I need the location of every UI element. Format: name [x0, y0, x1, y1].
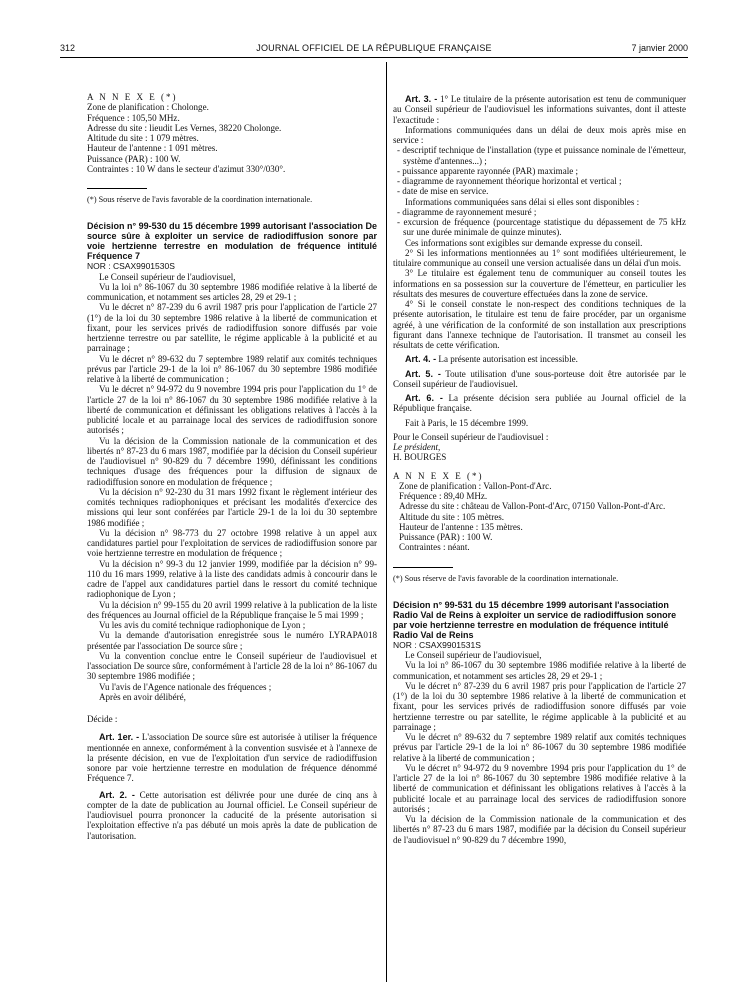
paragraph: Vu le décret n° 87-239 du 6 avril 1987 pris pour l'application de l'article 27 (1°) de la loi du 30 septembre 1986 relative à la liberté de communication et fixant, pour les services privés de radiodiffusion sonore diffusés par voie hertzienne terrestre ou par satellite, le régime applicable à la publicité et au parrainage ; — [87, 302, 377, 354]
left-column — [87, 92, 377, 841]
annexe-details — [393, 481, 686, 553]
article-text: La présente décision sera publiée au Journal officiel de la République française. — [393, 393, 687, 414]
paragraph: Vu la décision n° 99-155 du 20 avril 1999 relative à la publication de la liste des fréquences au Journal officiel de la République française le 5 mai 1999 ; — [87, 599, 377, 620]
footnote: (*) Sous réserve de l'avis favorable de la coordination internationale. — [393, 573, 619, 583]
article-text: Cette autorisation est délivrée pour une durée de cinq ans à compter de la date de publication au Journal officiel. Le Conseil supérieur de l'audiovisuel pourra prononcer la caducité de la présente autorisation si l'exploitation effective n'a pas débuté un mois après la date de publication de l'autorisation. — [87, 789, 378, 841]
list-item: - date de mise en service. — [397, 186, 489, 197]
annexe-line: Fréquence : 89,40 MHz. — [399, 491, 488, 501]
article-label: Art. 4. - — [405, 354, 437, 365]
annexe-line: Contraintes : néant. — [399, 542, 470, 553]
paragraph: Le Conseil supérieur de l'audiovisuel, — [405, 650, 542, 660]
header-rule — [60, 57, 688, 58]
decision-title: Décision n° 99-531 du 15 décembre 1999 autorisant l'association Radio Val de Reins à exploiter un service de radiodiffusion sonore par voie hertzienne terrestre en modulation de fréquence intitulé Radio Val de Reins — [393, 599, 677, 640]
paragraph: Vu la décision n° 99-3 du 12 janvier 1999, modifiée par la décision n° 99-110 du 16 mars 1999, relative à la liste des candidats admis à concourir dans le cadre de l'appel aux candidatures partiel dans le ressort du comité technique radiophonique de Lyon ; — [87, 558, 377, 600]
paragraph: Vu la loi n° 86-1067 du 30 septembre 1986 modifiée relative à la liberté de communication, et notamment ses articles 28, 29 et 29-1 ; — [87, 281, 377, 302]
paragraph: Vu la décision n° 92-230 du 31 mars 1992 fixant le règlement intérieur des comités techniques radiophoniques et précisant les modalités d'exercice des missions qui leur sont conférées par l'article 29-1 de la loi du 30 septembre 1986 modifiée ; — [87, 486, 377, 528]
right-column — [393, 94, 686, 845]
paragraph: 4° Si le conseil constate le non-respect des conditions techniques de la présente autorisation, le titulaire est tenu de faire procéder, par un organisme agréé, à une vérification de la conformité de son installation aux prescriptions figurant dans l'annexe technique de l'autorisation. Il transmet au conseil les résultats de cette vérification. — [393, 299, 686, 350]
footnote-rule — [393, 567, 453, 568]
article-5 — [393, 369, 686, 390]
paragraph: Vu le décret n° 89-632 du 7 septembre 1989 relatif aux comités techniques prévus par l'article 29-1 de la loi n° 86-1067 du 30 septembre 1986 modifiée relative à la liberté de communication ; — [393, 732, 686, 763]
signature-title: Le président, — [393, 442, 441, 452]
article-3 — [393, 94, 686, 125]
annexe-line: Contraintes : 10 W dans le secteur d'azimut 330°/030°. — [87, 163, 286, 174]
paragraph: Vu le décret n° 87-239 du 6 avril 1987 pris pour l'application de l'article 27 (1°) de la loi du 30 septembre 1986 relative à la liberté de communication et fixant, pour les services privés de radiodiffusion sonore diffusés par voie hertzienne terrestre ou par satellite, le régime applicable à la publicité et au parrainage ; — [393, 680, 686, 732]
article-text: La présente autorisation est incessible. — [436, 354, 578, 365]
annexe-title: A N N E X E (*) — [393, 470, 484, 481]
annexe-line: Fréquence : 105,50 MHz. — [87, 112, 180, 123]
page-header — [60, 43, 688, 57]
annexe-line: Puissance (PAR) : 100 W. — [87, 153, 181, 164]
paragraph: Vu la convention conclue entre le Conseil supérieur de l'audiovisuel et l'association De source sûre, conformément à l'article 28 de la loi n° 86-1067 du 30 septembre 1986 modifiée ; — [87, 650, 377, 682]
nor-reference: NOR : CSAX9901530S — [87, 261, 175, 272]
list-item: - diagramme de rayonnement théorique horizontal et vertical ; — [397, 176, 622, 186]
paragraph: Le Conseil supérieur de l'audiovisuel, — [99, 271, 236, 282]
paragraph: Vu le décret n° 94-972 du 9 novembre 1994 pris pour l'application du 1° de l'article 27 de la loi n° 86-1067 du 30 septembre 1986 modifiée relative à la liberté de communication et définissant les obligations relatives à l'accès à la publicité locale et au parrainage local des services de radiodiffusion sonore autorisés ; — [87, 384, 377, 436]
paragraph: Vu le décret n° 89-632 du 7 septembre 1989 relatif aux comités techniques prévus par l'article 29-1 de la loi n° 86-1067 du 30 septembre 1986 modifiée relative à la liberté de communication ; — [87, 353, 377, 384]
annexe-line: Puissance (PAR) : 100 W. — [399, 532, 493, 542]
article-4 — [393, 354, 686, 364]
info-list — [393, 207, 686, 238]
article-text: L'association De source sûre est autorisée à utiliser la fréquence mentionnée en annexe, conformément à la convention susvisée et à l'annexe de la présente décision, en vue de l'exploitation d'un service de radiodiffusion sonore par voie hertzienne terrestre en modulation de fréquence dénommé Fréquence 7. — [87, 732, 377, 784]
paragraph: 3° Le titulaire est également tenu de communiquer au conseil toutes les informations en sa possession sur la couverture de l'émetteur, en particulier les résultats des mesures de couverture effectuées dans la zone de service. — [393, 268, 686, 299]
signature-name: H. BOURGES — [393, 452, 447, 463]
decide-heading: Décide : — [87, 714, 118, 724]
annexe-title: A N N E X E (*) — [87, 92, 178, 102]
paragraph: Vu la demande d'autorisation enregistrée sous le numéro LYRAPA018 présentée par l'association De source sûre ; — [87, 630, 377, 651]
annexe-line: Zone de planification : Vallon-Pont-d'Arc. — [399, 480, 552, 491]
annexe-line: Adresse du site : lieudit Les Vernes, 38220 Cholonge. — [87, 122, 282, 133]
article-text: Toute utilisation d'une sous-porteuse doit être autorisée par le Conseil supérieur de l'audiovisuel. — [393, 368, 686, 389]
annexe-line: Altitude du site : 105 mètres. — [399, 511, 505, 522]
paragraph: Vu la loi n° 86-1067 du 30 septembre 1986 modifiée relative à la liberté de communication, et notamment ses articles 28, 29 et 29-1 ; — [393, 660, 686, 681]
issue-date: 7 janvier 2000 — [631, 43, 688, 53]
paragraph: Vu le décret n° 94-972 du 9 novembre 1994 pris pour l'application du 1° de l'article 27 de la loi n° 86-1067 du 30 septembre 1986 modifiée relative à la liberté de communication et définissant les obligations relatives à l'accès à la publicité locale et au parrainage local des services de radiodiffusion sonore autorisés ; — [393, 762, 686, 814]
article-2 — [87, 790, 377, 841]
paragraph: Vu la décision de la Commission nationale de la communication et des libertés n° 87-23 du 6 mars 1987, modifiée par la décision du Conseil supérieur de l'audiovisuel n° 90-829 du 7 décembre 1990, définissant les conditions techniques d'usage des fréquences pour la diffusion de signaux de radiodiffusion sonore en modulation de fréquence ; — [87, 435, 377, 487]
annexe-details — [87, 102, 377, 174]
footnote: (*) Sous réserve de l'avis favorable de la coordination internationale. — [87, 195, 313, 204]
paragraph: 2° Si les informations mentionnées au 1° sont modifiées ultérieurement, le titulaire communique au conseil une version actualisée dans un délai d'un mois. — [393, 247, 686, 268]
paragraph: Après en avoir délibéré, — [99, 691, 186, 702]
info-intro: Informations communiquées sans délai si elles sont disponibles : — [405, 196, 640, 207]
page-number: 312 — [60, 43, 76, 53]
list-item: - puissance apparente rayonnée (PAR) maximale ; — [397, 165, 579, 176]
info-intro: Informations communiquées dans un délai de deux mois après mise en service : — [393, 124, 686, 145]
annexe-line: Zone de planification : Cholonge. — [87, 102, 209, 113]
column-divider — [386, 62, 387, 982]
nor-reference: NOR : CSAX9901531S — [393, 639, 481, 650]
article-label: Art. 1er. - — [99, 732, 140, 743]
article-label: Art. 6. - — [405, 393, 443, 403]
list-item: - excursion de fréquence (pourcentage statistique du dépassement de 75 kHz sur une durée minimale de quinze minutes). — [397, 217, 686, 238]
annexe-line: Adresse du site : château de Vallon-Pont-d'Arc, 07150 Vallon-Pont-d'Arc. — [399, 501, 666, 512]
article-label: Art. 2. - — [99, 789, 135, 800]
paragraph: Vu l'avis de l'Agence nationale des fréquences ; — [99, 681, 272, 692]
paragraph: Vu les avis du comité technique radiophonique de Lyon ; — [99, 620, 306, 630]
article-1 — [87, 732, 377, 783]
signature-for: Pour le Conseil supérieur de l'audiovisuel : — [393, 431, 549, 442]
list-item: - descriptif technique de l'installation (type et puissance nominale de l'émetteur, système d'antennes...) ; — [397, 145, 686, 166]
paragraph: Vu la décision n° 98-773 du 27 octobre 1998 relative à un appel aux candidatures partiel pour l'exploitation de services de radiodiffusion sonore par voie hertzienne terrestre en modulation de fréquence ; — [87, 527, 377, 559]
footnote-rule — [87, 188, 147, 189]
article-text: 1° Le titulaire de la présente autorisation est tenu de communiquer au Conseil supérieur de l'audiovisuel les informations suivantes, dont il atteste l'exactitude : — [393, 94, 686, 125]
decision-title: Décision n° 99-530 du 15 décembre 1999 autorisant l'association De source sûre à exploiter un service de radiodiffusion sonore par voie hertzienne terrestre en modulation de fréquence intitulé Fréquence 7 — [87, 221, 377, 262]
paragraph: Vu la décision de la Commission nationale de la communication et des libertés n° 87-23 du 6 mars 1987, modifiée par la décision du Conseil supérieur de l'audiovisuel n° 90-829 du 7 décembre 1990, — [393, 814, 686, 845]
article-label: Art. 5. - — [405, 368, 441, 379]
annexe-line: Hauteur de l'antenne : 1 091 mètres. — [87, 143, 218, 154]
article-6 — [393, 393, 686, 414]
article-label: Art. 3. - — [405, 94, 438, 104]
journal-title: JOURNAL OFFICIEL DE LA RÉPUBLIQUE FRANÇAISE — [256, 43, 492, 53]
info-list — [393, 145, 686, 196]
paragraph: Ces informations sont exigibles sur demande expresse du conseil. — [405, 237, 643, 248]
annexe-line: Hauteur de l'antenne : 135 mètres. — [399, 521, 523, 532]
annexe-line: Altitude du site : 1 079 mètres. — [87, 133, 199, 143]
signature-place-date: Fait à Paris, le 15 décembre 1999. — [405, 417, 529, 428]
list-item: - diagramme de rayonnement mesuré ; — [397, 206, 537, 217]
